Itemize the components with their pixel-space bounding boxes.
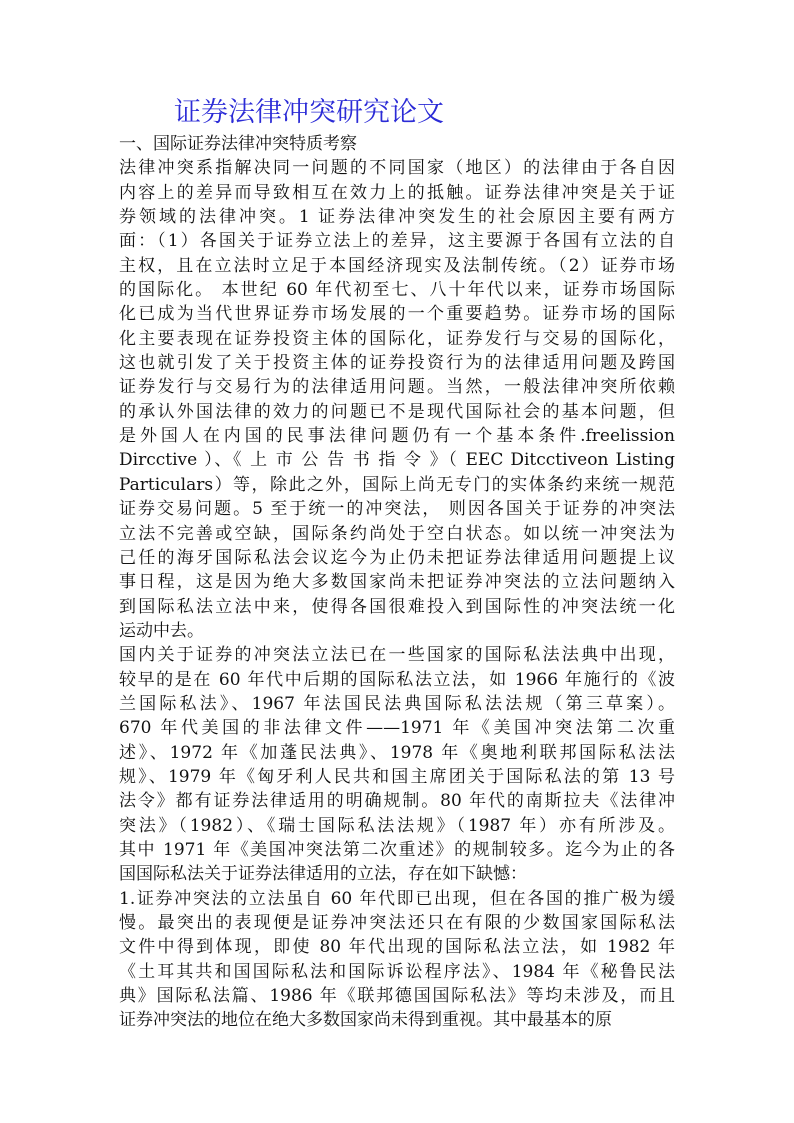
body-text-line: 国内关于证券的冲突法立法已在一些国家的国际私法法典中出现， [119,645,675,666]
body-text-line: 670 年代美国的非法律文件——1971 年《美国冲突法第二次重 [119,718,675,739]
document-body [119,132,675,1033]
document-title: 证券法律冲突研究论文 [174,97,444,128]
body-text-line: 突法》（1982）、《瑞士国际私法法规》（1987 年）亦有所涉及。 [119,815,675,836]
body-text-line: 的承认外国法律的效力的问题已不是现代国际社会的基本问题，但 [119,401,675,422]
body-text-line: 己任的海牙国际私法会议迄今为止仍未把证券法律适用问题提上议 [119,547,675,568]
body-text-line: Dircctive ）、《 上 市 公 告 书 指 令 》（ EEC Ditcctiveon Listing [119,450,675,471]
body-text-line: 较早的是在 60 年代中后期的国际私法立法，如 1966 年施行的《波 [119,669,675,690]
body-text-line: 是外国人在内国的民事法律问题仍有一个基本条件.freelission [119,426,675,447]
body-text-line: 其中 1971 年《美国冲突法第二次重述》的规制较多。迄今为止的各 [119,839,675,860]
body-text-line: 《土耳其共和国国际私法和国际诉讼程序法》、1984 年《秘鲁民法 [119,961,675,982]
body-text-line: 典》国际私法篇、1986 年《联邦德国国际私法》等均未涉及，而且 [119,986,675,1007]
body-text-line: 立法不完善或空缺，国际条约尚处于空白状态。如以统一冲突法为 [119,523,675,544]
body-text-line: 证券冲突法的地位在绝大多数国家尚未得到重视。其中最基本的原 [119,1010,612,1031]
body-text-line: 到国际私法立法中来，使得各国很难投入到国际性的冲突法统一化 [119,596,675,617]
body-text-line: 面：（1）各国关于证券立法上的差异，这主要源于各国有立法的自 [119,231,675,252]
body-text-line: Particulars）等，除此之外，国际上尚无专门的实体条约来统一规范 [119,474,675,495]
body-text-line: 券领域的法律冲突。1 证券法律冲突发生的社会原因主要有两方 [119,207,675,228]
section-heading: 一、国际证券法律冲突特质考察 [119,134,357,154]
body-text-line: 证券交易问题。5 至于统一的冲突法， 则因各国关于证券的冲突法 [119,499,675,520]
body-text-line: 这也就引发了关于投资主体的证券投资行为的法律适用问题及跨国 [119,353,675,374]
body-text-line: 文件中得到体现，即使 80 年代出现的国际私法立法，如 1982 年 [119,937,675,958]
body-text-line: 国国际私法关于证券法律适用的立法，存在如下缺憾： [119,864,527,885]
body-text-line: 内容上的差异而导致相互在效力上的抵触。证券法律冲突是关于证 [119,182,675,203]
body-text-line: 1.证券冲突法的立法虽自 60 年代即已出现，但在各国的推广极为缓 [119,888,675,909]
body-text-line: 证券发行与交易行为的法律适用问题。当然，一般法律冲突所依赖 [119,377,675,398]
body-text-line: 规》、1979 年《匈牙利人民共和国主席团关于国际私法的第 13 号 [119,766,675,787]
body-text-line: 法令》都有证券法律适用的明确规制。80 年代的南斯拉夫《法律冲 [119,791,675,812]
body-text-line: 法律冲突系指解决同一问题的不同国家（地区）的法律由于各自因 [119,158,675,179]
body-text-line: 化主要表现在证券投资主体的国际化，证券发行与交易的国际化， [119,328,675,349]
body-text-line: 事日程，这是因为绝大多数国家尚未把证券冲突法的立法问题纳入 [119,572,675,593]
body-text-line: 化已成为当代世界证券市场发展的一个重要趋势。证券市场的国际 [119,304,675,325]
body-text-line: 运动中去。 [119,620,204,641]
body-text-line: 兰国际私法》、1967 年法国民法典国际私法法规（第三草案）。 [119,693,675,714]
body-text-line: 的国际化。 本世纪 60 年代初至七、八十年代以来，证券市场国际 [119,280,675,301]
body-text-line: 主权，且在立法时立足于本国经济现实及法制传统。（2）证券市场 [119,255,675,276]
body-text-line: 述》、1972 年《加蓬民法典》、1978 年《奥地利联邦国际私法法 [119,742,675,763]
body-text-line: 慢。最突出的表现便是证券冲突法还只在有限的少数国家国际私法 [119,913,675,933]
